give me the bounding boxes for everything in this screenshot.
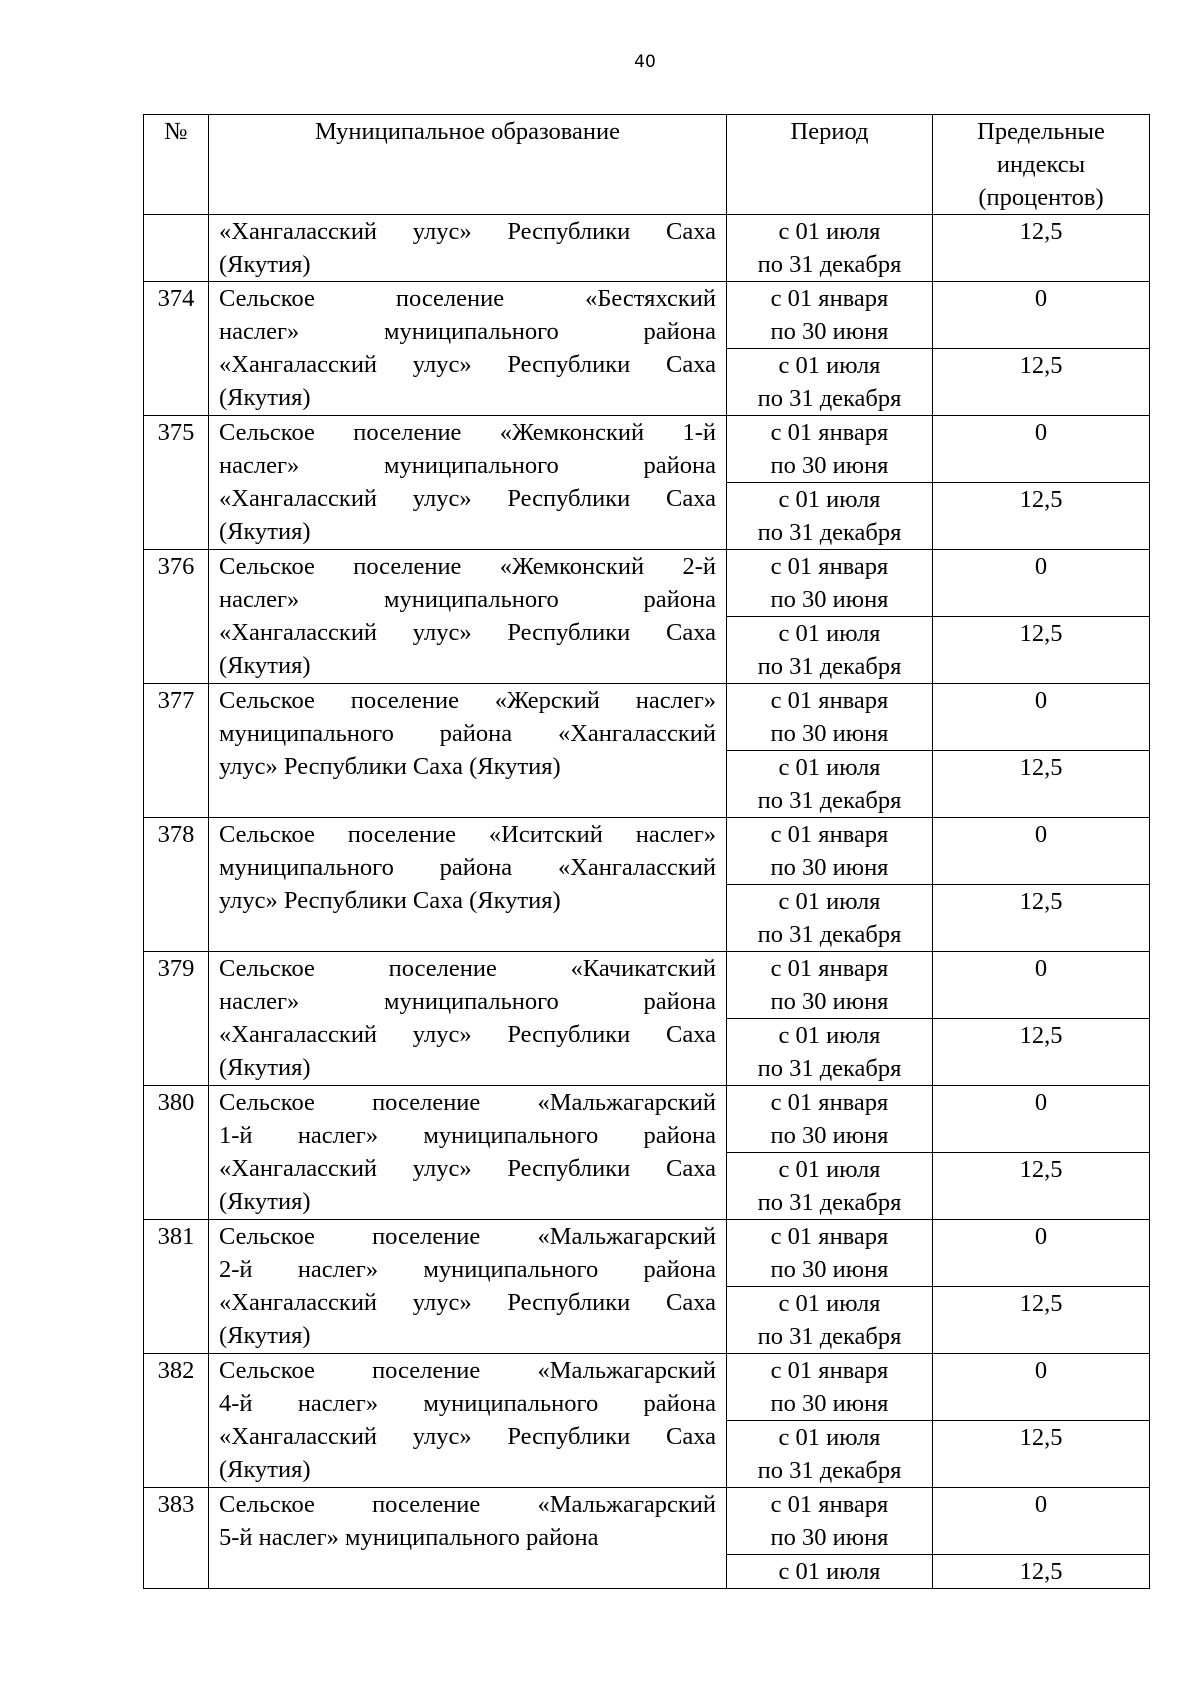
- name-line: улус» Республики Саха (Якутия): [219, 753, 561, 780]
- period-start: с 01 января: [770, 553, 889, 580]
- period-end: по 31 декабря: [757, 1323, 902, 1350]
- name-line: 5-й наслег» муниципального района: [219, 1524, 599, 1551]
- name-line: (Якутия): [219, 384, 311, 411]
- name-line: Сельское поселение «Качикатский: [219, 955, 716, 982]
- period-end: по 30 июня: [770, 318, 889, 345]
- name-line: Сельское поселение «Мальжагарский: [219, 1223, 716, 1250]
- municipality-name: [209, 1354, 727, 1488]
- period-start: с 01 июля: [778, 754, 881, 781]
- period-cell: [727, 1287, 933, 1354]
- page-number: 40: [634, 52, 656, 72]
- municipality-name: [209, 952, 727, 1086]
- row-number: 374: [144, 282, 209, 416]
- name-line: «Хангаласский улус» Республики Саха: [219, 619, 716, 646]
- period-cell: [727, 818, 933, 885]
- period-cell: [727, 349, 933, 416]
- index-value: 12,5: [933, 885, 1150, 952]
- period-end: по 30 июня: [770, 586, 889, 613]
- period-cell: [727, 1220, 933, 1287]
- index-value: 0: [933, 952, 1150, 1019]
- period-cell: [727, 1488, 933, 1555]
- period-cell: [727, 282, 933, 349]
- name-line: «Хангаласский улус» Республики Саха: [219, 1289, 716, 1316]
- index-value: 0: [933, 1086, 1150, 1153]
- name-line: (Якутия): [219, 652, 311, 679]
- index-value: 0: [933, 550, 1150, 617]
- period-end: по 31 декабря: [757, 519, 902, 546]
- table-row: [144, 1354, 1150, 1421]
- continuation-period: [727, 215, 933, 282]
- name-line: Сельское поселение «Иситский наслег»: [219, 821, 716, 848]
- municipality-name: [209, 416, 727, 550]
- index-value: 12,5: [933, 349, 1150, 416]
- period-start: с 01 января: [770, 821, 889, 848]
- period-start: с 01 июля: [778, 1156, 881, 1183]
- name-line: муниципального района «Хангаласский: [219, 854, 716, 881]
- index-value: 12,5: [933, 1019, 1150, 1086]
- name-line: (Якутия): [219, 1054, 311, 1081]
- period-end: по 31 декабря: [757, 1055, 902, 1082]
- period-end: по 30 июня: [770, 720, 889, 747]
- name-line: Сельское поселение «Жерский наслег»: [219, 687, 716, 714]
- row-number: 376: [144, 550, 209, 684]
- name-line: Сельское поселение «Мальжагарский: [219, 1357, 716, 1384]
- header-municipality: Муниципальное образование: [209, 115, 727, 215]
- index-value: 12,5: [933, 751, 1150, 818]
- period-end: по 30 июня: [770, 452, 889, 479]
- period-end: по 30 июня: [770, 1256, 889, 1283]
- index-value: 12,5: [933, 483, 1150, 550]
- name-line: наслег» муниципального района: [219, 452, 716, 479]
- period-start: с 01 июля: [778, 620, 881, 647]
- row-number: 379: [144, 952, 209, 1086]
- tariff-index-table: [143, 114, 1150, 1589]
- name-line: «Хангаласский улус» Республики Саха: [219, 218, 716, 245]
- index-value: 12,5: [933, 1153, 1150, 1220]
- period-start: с 01 июля: [778, 1558, 881, 1585]
- row-number: 375: [144, 416, 209, 550]
- period-cell: [727, 684, 933, 751]
- name-line: наслег» муниципального района: [219, 586, 716, 613]
- period-end: по 31 декабря: [757, 1457, 902, 1484]
- period-start: с 01 января: [770, 419, 889, 446]
- period-end: по 31 декабря: [757, 251, 902, 278]
- period-cell: [727, 1086, 933, 1153]
- row-number: 378: [144, 818, 209, 952]
- row-number: 383: [144, 1488, 209, 1589]
- period-start: с 01 января: [770, 1223, 889, 1250]
- municipality-name: [209, 282, 727, 416]
- name-line: Сельское поселение «Мальжагарский: [219, 1491, 716, 1518]
- row-number: 377: [144, 684, 209, 818]
- index-value: 0: [933, 416, 1150, 483]
- name-line: Сельское поселение «Жемконский 1-й: [219, 419, 716, 446]
- period-cell: [727, 483, 933, 550]
- index-value: 12,5: [933, 1555, 1150, 1589]
- period-start: с 01 июля: [778, 1022, 881, 1049]
- row-number: 382: [144, 1354, 209, 1488]
- continuation-index: 12,5: [933, 215, 1150, 282]
- period-start: с 01 января: [770, 1089, 889, 1116]
- name-line: наслег» муниципального района: [219, 988, 716, 1015]
- name-line: Сельское поселение «Бестяхский: [219, 285, 716, 312]
- period-start: с 01 июля: [778, 1424, 881, 1451]
- period-end: по 31 декабря: [757, 385, 902, 412]
- period-start: с 01 июля: [778, 1290, 881, 1317]
- period-cell: [727, 1354, 933, 1421]
- name-line: (Якутия): [219, 1188, 311, 1215]
- period-start: с 01 июля: [778, 888, 881, 915]
- period-cell: [727, 416, 933, 483]
- index-value: 0: [933, 1488, 1150, 1555]
- name-line: (Якутия): [219, 1322, 311, 1349]
- name-line: 4-й наслег» муниципального района: [219, 1390, 716, 1417]
- index-value: 0: [933, 282, 1150, 349]
- header-num: №: [144, 115, 209, 215]
- table-row: [144, 416, 1150, 483]
- index-value: 0: [933, 818, 1150, 885]
- table-row: [144, 1220, 1150, 1287]
- period-start: с 01 января: [770, 1357, 889, 1384]
- name-line: «Хангаласский улус» Республики Саха: [219, 1155, 716, 1182]
- table-row: [144, 952, 1150, 1019]
- period-cell: [727, 1019, 933, 1086]
- period-end: по 31 декабря: [757, 787, 902, 814]
- period-cell: [727, 885, 933, 952]
- name-line: (Якутия): [219, 518, 311, 545]
- table-row: [144, 282, 1150, 349]
- table-row: [144, 684, 1150, 751]
- period-start: с 01 января: [770, 955, 889, 982]
- municipality-name: [209, 1086, 727, 1220]
- index-value: 0: [933, 684, 1150, 751]
- period-start: с 01 июля: [778, 486, 881, 513]
- period-cell: [727, 952, 933, 1019]
- name-line: «Хангаласский улус» Республики Саха: [219, 1423, 716, 1450]
- period-end: по 31 декабря: [757, 1189, 902, 1216]
- period-cell: [727, 1153, 933, 1220]
- name-line: муниципального района «Хангаласский: [219, 720, 716, 747]
- period-end: по 31 декабря: [757, 921, 902, 948]
- name-line: (Якутия): [219, 251, 311, 278]
- index-value: 12,5: [933, 1287, 1150, 1354]
- period-cell: [727, 617, 933, 684]
- municipality-name: [209, 684, 727, 818]
- table-row: [144, 1488, 1150, 1555]
- name-line: 2-й наслег» муниципального района: [219, 1256, 716, 1283]
- period-end: по 30 июня: [770, 988, 889, 1015]
- table-row: [144, 550, 1150, 617]
- period-cell: [727, 1421, 933, 1488]
- index-value: 12,5: [933, 1421, 1150, 1488]
- municipality-name: [209, 818, 727, 952]
- period-start: с 01 января: [770, 687, 889, 714]
- row-number: 380: [144, 1086, 209, 1220]
- period-end: по 31 декабря: [757, 653, 902, 680]
- table-header-row: [144, 115, 1150, 215]
- period-start: с 01 июля: [778, 218, 881, 245]
- name-line: Сельское поселение «Мальжагарский: [219, 1089, 716, 1116]
- continuation-num: [144, 215, 209, 282]
- table-row: [144, 1086, 1150, 1153]
- name-line: наслег» муниципального района: [219, 318, 716, 345]
- name-line: улус» Республики Саха (Якутия): [219, 887, 561, 914]
- name-line: «Хангаласский улус» Республики Саха: [219, 485, 716, 512]
- header-period: Период: [727, 115, 933, 215]
- name-line: Сельское поселение «Жемконский 2-й: [219, 553, 716, 580]
- period-start: с 01 января: [770, 1491, 889, 1518]
- municipality-name: [209, 550, 727, 684]
- row-number: 381: [144, 1220, 209, 1354]
- name-line: «Хангаласский улус» Республики Саха: [219, 1021, 716, 1048]
- name-line: 1-й наслег» муниципального района: [219, 1122, 716, 1149]
- period-end: по 30 июня: [770, 1524, 889, 1551]
- index-value: 0: [933, 1220, 1150, 1287]
- period-cell: [727, 550, 933, 617]
- period-cell: [727, 1555, 933, 1589]
- table-row: [144, 818, 1150, 885]
- name-line: (Якутия): [219, 1456, 311, 1483]
- municipality-name: [209, 1488, 727, 1589]
- index-value: 12,5: [933, 617, 1150, 684]
- period-end: по 30 июня: [770, 1122, 889, 1149]
- period-cell: [727, 751, 933, 818]
- index-value: 0: [933, 1354, 1150, 1421]
- name-line: «Хангаласский улус» Республики Саха: [219, 351, 716, 378]
- period-start: с 01 января: [770, 285, 889, 312]
- header-index: Предельные индексы (процентов): [933, 115, 1150, 215]
- period-end: по 30 июня: [770, 1390, 889, 1417]
- period-start: с 01 июля: [778, 352, 881, 379]
- continuation-row: [144, 215, 1150, 282]
- municipality-name: [209, 1220, 727, 1354]
- period-end: по 30 июня: [770, 854, 889, 881]
- continuation-name: [209, 215, 727, 282]
